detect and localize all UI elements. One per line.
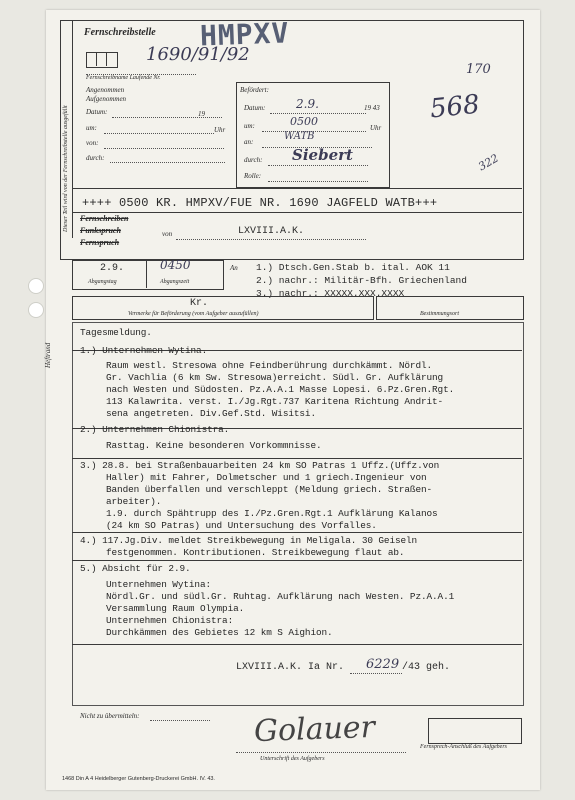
body-line: Nördl.Gr. und südl.Gr. Ruhtag. Aufklärung nach Westen. Pz.A.A.1 [106,591,455,602]
serial-handwritten: 1690/91/92 [146,44,250,65]
corner-number: 170 [466,62,491,77]
recipient-line-1: 1.) Dtsch.Gen.Stab b. ital. AOK 11 [256,262,450,273]
sent-an-value: WATB [284,131,315,142]
type-option-fernspruch: Fernspruch [80,238,120,247]
body-line: 1.) Unternehmen Wytina. [80,345,208,356]
body-line: Rasttag. Keine besonderen Vorkommnisse. [106,440,322,451]
send-date: 2.9. [100,263,125,274]
body-line: Versammlung Raum Olympia. [106,603,245,614]
body-line: (24 km SO Patras) und Untersuchung des Vorfalles. [106,520,377,531]
not-to-transmit-label: Nicht zu übermitteln: [80,712,140,720]
sent-datum-label: Datum: [244,104,266,112]
reference-prefix: LXVIII.A.K. Ia Nr. [236,662,345,673]
body-line: arbeiter). [106,496,162,507]
sent-um-value: 0500 [290,115,318,128]
hmpxv-stamp: HMPXV [199,16,290,53]
priority-label: Vermerke für Beförderung (vom Aufgeber auszufüllen) [128,311,259,317]
body-line: 3.) 28.8. bei Straßenbauarbeiten 24 km SO Patras 1 Uffz.(Uffz.von [80,460,440,471]
time-label: Abgangszeit [160,279,190,285]
body-line: sena angetreten. Div.Gef.Std. Wisitsi. [106,408,316,419]
body-line: festgenommen. Kontributionen. Streikbewegung flaut ab. [106,547,405,558]
recipient-line-2: 2.) nachr.: Militär-Bfh. Griechenland [256,275,467,286]
body-line: Haller) mit Fahrer, Dolmetscher und 1 griech.Ingenieur von [106,472,427,483]
left-margin-label: Heftrand [44,342,52,368]
phone-box [428,718,522,744]
reference-number: 6229 [366,657,400,672]
body-line: Unternehmen Wytina: [106,579,211,590]
destination-label: Bestimmungsort [420,311,459,317]
received-label-2: Aufgenommen [86,95,127,103]
punch-hole-top [28,278,44,294]
phone-label: Fernsprech-Anschluß des Aufgebers [420,744,507,750]
body-line: Gr. Vachlia (6 km Sw. Stresowa)erreicht. Südl. Gr. Aufklärung [106,372,444,383]
body-line: 2.) Unternehmen Chionistra. [80,424,230,435]
received-durch-label: durch: [86,154,105,162]
type-option-funkspruch: Funkspruch [80,226,121,235]
hand-number: 568 [428,89,482,125]
side-note: Dieser Teil wird von der Fernschreibstelle ausgefüllt [63,105,69,232]
body-line: 4.) 117.Jg.Div. meldet Streikbewegung in Meligala. 30 Geiseln [80,535,418,546]
body-line: Banden überfallen und verschleppt (Meldung griech. Straßen- [106,484,433,495]
body-line: Raum westl. Stresowa ohne Feindberührung durchkämmt. Nördl. [106,360,433,371]
received-um-label: um: [86,124,97,132]
sent-an-label: an: [244,138,254,146]
body-line: Durchkämmen des Gebietes 12 km S Aighion. [106,627,333,638]
sent-title: Befördert: [240,86,269,94]
sent-year: 19 43 [364,104,380,112]
date-box [72,260,224,290]
sent-durch-label: durch: [244,156,263,164]
body-line: 113 Kalawrita. verst. I./Jg.Rgt.737 Karitena Richtung Andrit- [106,396,444,407]
body-line: 1.9. durch Spähtrupp des I./Pz.Gren.Rgt.1 Aufklärung Kalanos [106,508,438,519]
priority-kr: Kr. [190,298,209,309]
signature-label: Unterschrift des Aufgebers [260,756,325,762]
sent-datum-value: 2.9. [296,97,319,111]
sent-um-label: um: [244,122,255,130]
received-year: 19 [198,110,205,118]
recipient-line-3: 3.) nachr.: XXXXX.XXX.XXXX [256,288,405,299]
hand-number-2: 322 [476,151,501,174]
received-datum-label: Datum: [86,108,108,116]
body-line: Unternehmen Chionistra: [106,615,234,626]
signature: Golauer [253,709,376,750]
body-line: 5.) Absicht für 2.9. [80,563,191,574]
received-label-1: Angenommen [86,86,125,94]
von-value: LXVIII.A.K. [238,226,305,237]
teletype-header: ++++ 0500 KR. HMPXV/FUE NR. 1690 JAGFELD WATB+++ [82,196,438,210]
received-uhr-label: Uhr [214,126,226,134]
serial-label: Fernschreibname Laufende Nr. [86,75,161,81]
body-line: Tagesmeldung. [80,327,152,338]
recipients-an-label: An [230,264,238,272]
body-line: nach Westen und Südosten. Pz.A.A.1 Masse Lopesi. 6.Pz.Gren.Rgt. [106,384,455,395]
sent-rolle-label: Rolle: [244,172,262,180]
punch-hole-bottom [28,302,44,318]
printer-imprint: 1468 Din A 4 Heidelberger Gutenberg-Druckerei GmbH. IV. 43. [62,776,215,782]
reference-suffix: /43 geh. [402,662,451,673]
type-option-fernschreiben: Fernschreiben [80,214,129,223]
sent-uhr-label: Uhr [370,124,382,132]
date-label: Abgangstag [88,279,117,285]
received-von-label: von: [86,139,99,147]
von-label: von [162,230,173,238]
send-time: 0450 [160,258,191,272]
sent-durch-signature: Siebert [292,146,353,164]
form-title: Fernschreibstelle [84,27,156,38]
